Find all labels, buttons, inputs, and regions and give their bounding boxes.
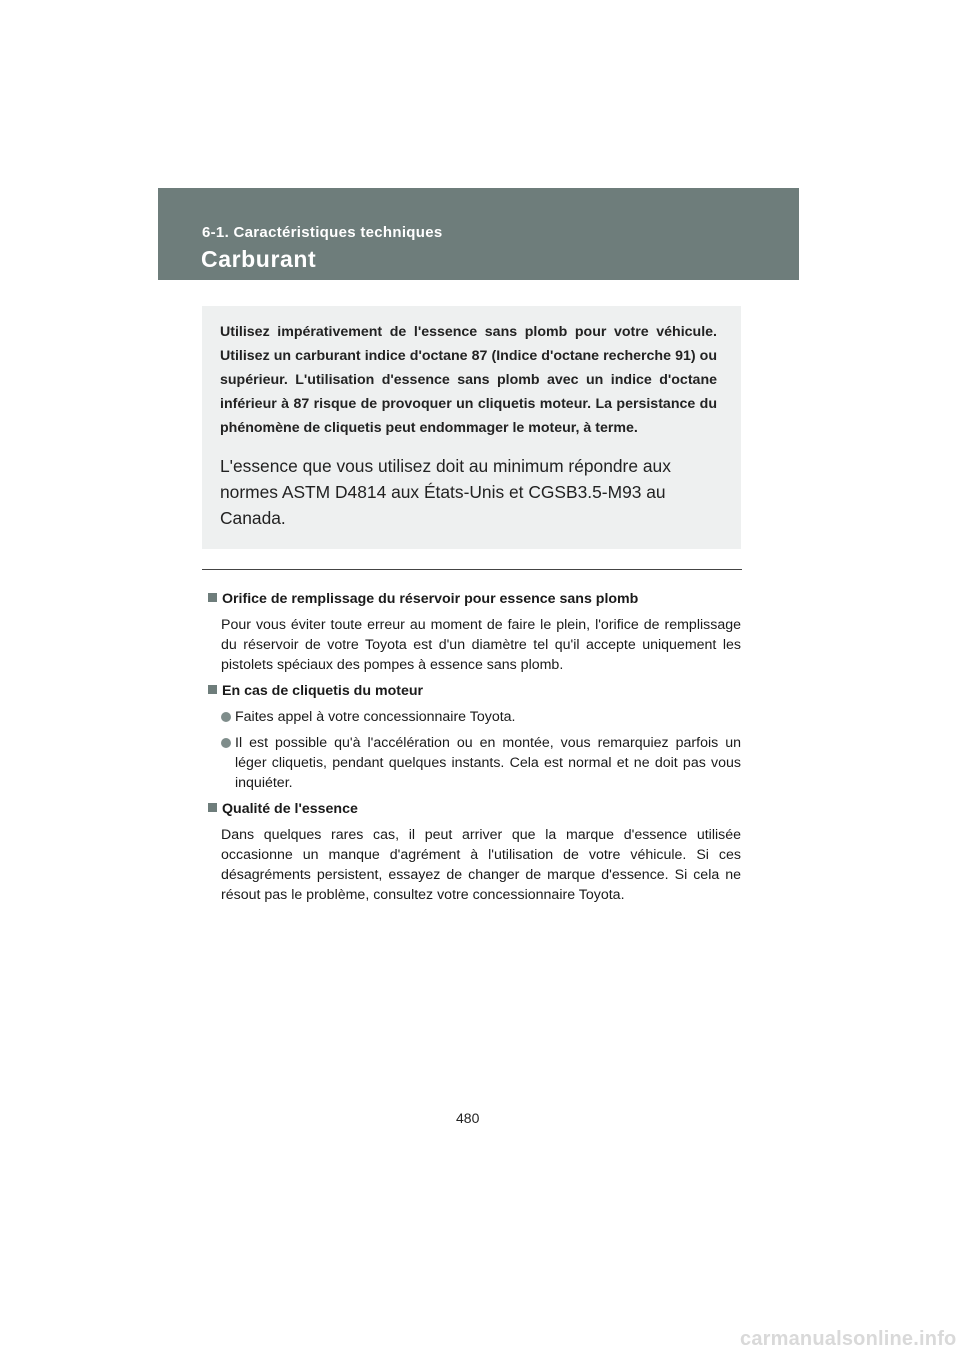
page-number: 480	[456, 1110, 480, 1126]
section-heading-text: Orifice de remplissage du réservoir pour essence sans plomb	[222, 591, 639, 607]
page-title: Carburant	[201, 246, 317, 272]
square-bullet-icon	[208, 593, 217, 602]
section-heading-fuel-inlet	[208, 589, 741, 609]
section-heading-text: Qualité de l'essence	[222, 801, 358, 817]
notice-box	[202, 306, 741, 549]
bullet-text: Faites appel à votre concessionnaire Toyota.	[235, 709, 516, 725]
notice-standard-text: L'essence que vous utilisez doit au minimum répondre aux normes ASTM D4814 aux États-Unis et CGSB3.5-M93 au Canada.	[220, 456, 671, 528]
header-band	[158, 188, 799, 280]
section-label: 6-1. Caractéristiques techniques	[202, 224, 443, 241]
divider	[202, 569, 742, 570]
section-paragraph: Dans quelques rares cas, il peut arriver que la marque d'essence utilisée occasionne un manque d'agrément à l'utilisation de votre véhicule. Si ces désagréments persistent, essayez de changer de marque d'essence. Si cela ne résout pas le problème, consultez votre concessionnaire Toyota.	[221, 827, 741, 903]
section-paragraph: Pour vous éviter toute erreur au moment de faire le plein, l'orifice de remplissage du réservoir de votre Toyota est d'un diamètre tel qu'il accepte uniquement les pistolets spéciaux des pompes à essence sans plomb.	[221, 617, 741, 673]
circle-bullet-icon	[221, 738, 231, 748]
square-bullet-icon	[208, 803, 217, 812]
content-body	[208, 589, 741, 911]
notice-bold-text: Utilisez impérativement de l'essence sans plomb pour votre véhicule. Utilisez un carburant indice d'octane 87 (Indice d'octane recherche 91) ou supérieur. L'utilisation d'essence sans plomb avec un indice d'octane inférieur à 87 risque de provoquer un cliquetis moteur. La persistance du phénomène de cliquetis peut endommager le moteur, à terme.	[220, 324, 717, 436]
square-bullet-icon	[208, 685, 217, 694]
circle-bullet-icon	[221, 712, 231, 722]
section-heading-text: En cas de cliquetis du moteur	[222, 683, 424, 699]
watermark: carmanualsonline.info	[740, 1328, 957, 1350]
bullet-text: Il est possible qu'à l'accélération ou en montée, vous remarquiez parfois un léger cliquetis, pendant quelques instants. Cela est normal et ne doit pas vous inquiéter.	[235, 735, 741, 791]
bullet-item	[221, 733, 741, 793]
section-heading-fuel-quality	[208, 799, 741, 819]
section-heading-engine-knock	[208, 681, 741, 701]
bullet-item	[221, 707, 741, 727]
